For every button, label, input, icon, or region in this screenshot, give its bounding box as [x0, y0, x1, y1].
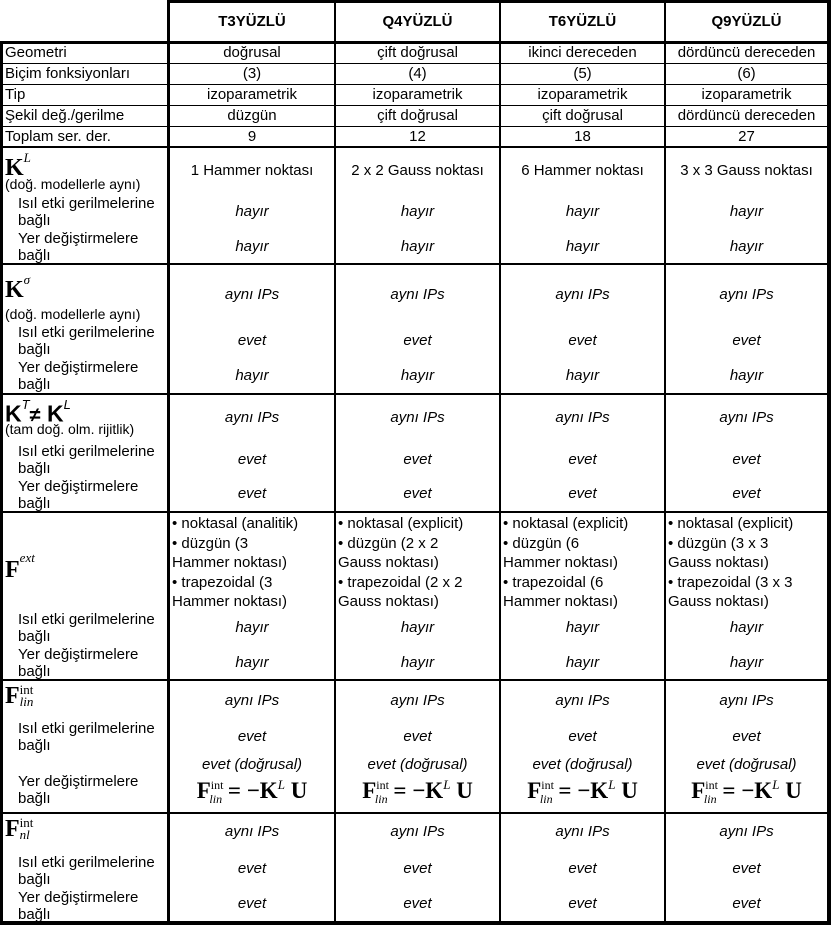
cell-q9: dördüncü dereceden: [677, 107, 816, 124]
thermal-q4: hayır: [400, 619, 435, 636]
cell-t6: izoparametrik: [537, 86, 628, 103]
kl-thermal-label: [18, 195, 155, 229]
kl-disp-label: [18, 230, 138, 264]
thermal-q4: evet: [403, 451, 432, 468]
formula-lhs-sub: lin: [209, 792, 223, 806]
row-label: Tip: [5, 86, 26, 103]
formula-rhs: U: [456, 778, 473, 803]
integration-t6: aynı IPs: [555, 692, 610, 709]
thermal-label-line1: Isıl etki gerilmelerine: [18, 854, 155, 871]
disp-q4: hayır: [400, 238, 435, 255]
thermal-label-line2: bağlı: [18, 341, 51, 358]
flin-thermal-label: [18, 720, 155, 754]
thermal-t3: hayır: [235, 619, 269, 636]
thermal-t6: evet: [568, 860, 597, 877]
fnl-symbol-sub: nl: [19, 827, 30, 842]
thermal-label-line2: bağlı: [18, 212, 51, 229]
disp-q9: evet: [732, 485, 761, 502]
thermal-q9: evet: [732, 860, 761, 877]
formula-rhs: U: [621, 778, 638, 803]
integration-q9: aynı IPs: [719, 692, 774, 709]
cell-q4: çift doğrusal: [377, 107, 458, 124]
flin-symbol-sup: int: [19, 682, 34, 697]
formula-lhs-sup: int: [541, 778, 554, 792]
kt-symbol-b: K: [46, 400, 64, 427]
thermal-label-line2: bağlı: [18, 628, 51, 645]
load-line-t3: Hammer noktası): [172, 554, 288, 571]
thermal-label-line1: Isıl etki gerilmelerine: [18, 195, 155, 212]
formula-eq: = −K: [227, 778, 278, 803]
formula-lhs: F: [527, 778, 542, 803]
thermal-t6: evet: [568, 332, 597, 349]
ksigma-symbol: [5, 272, 30, 302]
thermal-t3: hayır: [235, 203, 269, 220]
load-line-q9: Gauss noktası): [668, 554, 769, 571]
cell-q9: 27: [738, 128, 755, 145]
load-line-q9: • düzgün (3 x 3: [668, 534, 769, 552]
disp-q4: hayır: [400, 367, 435, 384]
cell-q4: izoparametrik: [372, 86, 463, 103]
ksigma-thermal-label: [18, 324, 155, 358]
cell-q9: izoparametrik: [701, 86, 792, 103]
load-line-t3: • noktasal (analitik): [172, 515, 299, 532]
fnl-symbol-base: F: [5, 816, 20, 842]
thermal-t6: hayır: [565, 203, 600, 220]
formula-lhs: F: [362, 778, 377, 803]
integration-q9: aynı IPs: [719, 823, 774, 840]
integration-t3: aynı IPs: [224, 286, 280, 303]
disp-label-line1: Yer değiştirmelere: [18, 646, 139, 663]
load-line-t6: • noktasal (explicit): [503, 515, 629, 532]
fext-disp-label: [18, 646, 138, 680]
integration-t3: 1 Hammer noktası: [190, 162, 314, 179]
formula-k-sup: L: [277, 777, 285, 792]
load-line-t6: • düzgün (6: [503, 534, 580, 552]
thermal-label-line1: Isıl etki gerilmelerine: [18, 611, 155, 628]
not-equal-sign: ≠: [29, 404, 41, 427]
fnl-disp-label: [18, 889, 138, 923]
cell-t3: düzgün: [227, 107, 277, 124]
kt-symbol-a: K: [5, 400, 22, 427]
formula-lhs-sup: int: [376, 778, 389, 792]
load-line-t6: • trapezoidal (6: [503, 573, 604, 591]
load-line-t6: Hammer noktası): [503, 593, 619, 610]
cell-t3: izoparametrik: [206, 86, 298, 103]
formula-k-sup: L: [608, 777, 616, 792]
thermal-t3: evet: [237, 860, 267, 877]
fnl-symbol: [5, 817, 33, 841]
disp-q9: hayır: [729, 367, 764, 384]
integration-t3: aynı IPs: [224, 409, 280, 426]
integration-q9: aynı IPs: [719, 286, 774, 303]
integration-q4: aynı IPs: [390, 692, 445, 709]
thermal-q9: evet: [732, 728, 761, 745]
load-line-q9: • trapezoidal (3 x 3: [668, 573, 793, 591]
cell-q4: (4): [408, 65, 427, 82]
formula-lhs-sup: int: [705, 778, 718, 792]
cell-q4: çift doğrusal: [377, 44, 458, 61]
formula-lhs-sup: int: [210, 778, 224, 792]
disp-t3: hayır: [235, 238, 269, 255]
fext-symbol: [5, 552, 35, 582]
row-label: Şekil değ./gerilme: [5, 107, 125, 124]
row-label: Toplam ser. der.: [5, 128, 111, 145]
disp-label-line2: bağlı: [18, 247, 51, 264]
disp-label-line2: bağlı: [18, 790, 51, 807]
cell-t6: (5): [573, 65, 592, 82]
formula-t6: [501, 778, 664, 807]
formula-q4: [336, 778, 499, 807]
disp-q4: hayır: [400, 654, 435, 671]
formula-t3: [170, 778, 334, 807]
integration-t3: aynı IPs: [224, 823, 280, 840]
disp-t3: evet (doğrusal): [201, 756, 303, 773]
load-line-q4: • noktasal (explicit): [338, 515, 464, 532]
thermal-t6: hayır: [565, 619, 600, 636]
formula-lhs-sub: lin: [374, 792, 388, 806]
kl-symbol-base: K: [5, 155, 24, 181]
thermal-q4: evet: [403, 332, 432, 349]
table-border: [168, 0, 828, 3]
cell-t3: (3): [242, 65, 262, 82]
disp-t6: evet: [568, 895, 597, 912]
kt-sup-a: T: [21, 397, 30, 412]
kt-thermal-label: [18, 443, 155, 477]
ksigma-symbol-base: K: [5, 277, 24, 303]
disp-label-line2: bağlı: [18, 663, 51, 680]
cell-q9: dördüncü dereceden: [677, 44, 816, 61]
formula-rhs: U: [785, 778, 802, 803]
ksigma-note: (doğ. modellerle aynı): [5, 306, 141, 322]
fext-thermal-label: [18, 611, 155, 645]
flin-symbol-base: F: [5, 683, 20, 709]
row-divider: [0, 393, 828, 395]
cell-t6: ikinci dereceden: [528, 44, 637, 61]
load-line-q4: • düzgün (2 x 2: [338, 534, 439, 552]
disp-label-line2: bağlı: [18, 906, 51, 923]
formula-rhs: U: [290, 778, 308, 803]
disp-t3: hayır: [235, 654, 269, 671]
thermal-label-line2: bağlı: [18, 871, 51, 888]
thermal-t6: evet: [568, 451, 597, 468]
thermal-label-line1: Isıl etki gerilmelerine: [18, 443, 155, 460]
column-header-t3: T3YÜZLÜ: [218, 13, 286, 30]
thermal-q9: hayır: [729, 203, 764, 220]
disp-label-line2: bağlı: [18, 376, 51, 393]
column-header-q9: Q9YÜZLÜ: [711, 13, 782, 30]
cell-q4: 12: [409, 128, 426, 145]
cell-t3: doğrusal: [223, 44, 281, 61]
ksigma-disp-label: [18, 359, 138, 393]
disp-q9: evet: [732, 895, 761, 912]
integration-q9: aynı IPs: [719, 409, 774, 426]
integration-q4: aynı IPs: [390, 823, 445, 840]
thermal-q9: evet: [732, 451, 761, 468]
cell-t6: çift doğrusal: [542, 107, 623, 124]
disp-t6: evet (doğrusal): [532, 756, 633, 773]
formula-k-sup: L: [443, 777, 451, 792]
formula-lhs: F: [196, 778, 211, 803]
row-label: Geometri: [5, 44, 67, 61]
cell-t6: 18: [574, 128, 591, 145]
disp-t6: hayır: [565, 654, 600, 671]
kt-disp-label: [18, 478, 138, 512]
column-header-t6: T6YÜZLÜ: [548, 13, 617, 30]
disp-q9: hayır: [729, 238, 764, 255]
kl-symbol-sup: L: [23, 150, 31, 165]
disp-q9: hayır: [729, 654, 764, 671]
disp-q4: evet: [403, 895, 432, 912]
load-line-t3: • trapezoidal (3: [172, 573, 273, 591]
formula-eq: = −K: [558, 778, 609, 803]
thermal-q4: evet: [403, 860, 432, 877]
disp-q9: evet (doğrusal): [696, 756, 797, 773]
integration-t3: aynı IPs: [224, 692, 280, 709]
disp-label-line2: bağlı: [18, 495, 51, 512]
ksigma-symbol-sup: σ: [23, 272, 31, 287]
load-line-t6: Hammer noktası): [503, 554, 619, 571]
cell-t3: 9: [247, 128, 257, 145]
disp-label-line1: Yer değiştirmelere: [18, 359, 139, 376]
disp-t3: evet: [237, 485, 267, 502]
integration-q4: aynı IPs: [390, 286, 445, 303]
thermal-t3: evet: [237, 728, 267, 745]
thermal-q9: evet: [732, 332, 761, 349]
formula-lhs-sub: lin: [703, 792, 717, 806]
row-label: Biçim fonksiyonları: [5, 65, 131, 82]
load-line-q9: Gauss noktası): [668, 593, 769, 610]
table-border: [827, 0, 831, 925]
integration-q4: aynı IPs: [390, 409, 445, 426]
formula-k-sup: L: [772, 777, 780, 792]
load-line-q4: • trapezoidal (2 x 2: [338, 573, 463, 591]
thermal-t3: evet: [237, 332, 267, 349]
load-line-t3: • düzgün (3: [172, 534, 249, 552]
disp-t6: hayır: [565, 238, 600, 255]
disp-q4: evet (doğrusal): [367, 756, 468, 773]
fnl-thermal-label: [18, 854, 155, 888]
formula-lhs-sub: lin: [539, 792, 553, 806]
fext-symbol-sup: ext: [19, 550, 35, 565]
integration-q9: 3 x 3 Gauss noktası: [680, 162, 813, 179]
cell-q9: (6): [737, 65, 756, 82]
column-header-q4: Q4YÜZLÜ: [382, 13, 453, 30]
thermal-label-line2: bağlı: [18, 737, 51, 754]
integration-t6: 6 Hammer noktası: [521, 162, 644, 179]
flin-disp-label: [18, 773, 138, 807]
disp-label-line1: Yer değiştirmelere: [18, 230, 139, 247]
formula-q9: [666, 778, 827, 807]
kt-note: (tam doğ. olm. rijitlik): [5, 421, 135, 437]
disp-label-line1: Yer değiştirmelere: [18, 773, 139, 790]
disp-label-line1: Yer değiştirmelere: [18, 889, 139, 906]
kt-sup-b: L: [63, 397, 71, 412]
integration-t6: aynı IPs: [555, 823, 610, 840]
disp-t6: evet: [568, 485, 597, 502]
thermal-label-line1: Isıl etki gerilmelerine: [18, 324, 155, 341]
integration-q4: 2 x 2 Gauss noktası: [351, 162, 484, 179]
disp-t6: hayır: [565, 367, 600, 384]
integration-t6: aynı IPs: [555, 286, 610, 303]
thermal-q4: evet: [403, 728, 432, 745]
load-line-q9: • noktasal (explicit): [668, 515, 794, 532]
formula-lhs: F: [691, 778, 706, 803]
table-border: [0, 41, 3, 925]
fext-symbol-base: F: [5, 557, 20, 583]
thermal-t6: evet: [568, 728, 597, 745]
load-line-t3: Hammer noktası): [172, 593, 288, 610]
thermal-q9: hayır: [729, 619, 764, 636]
disp-t3: evet: [237, 895, 267, 912]
thermal-label-line1: Isıl etki gerilmelerine: [18, 720, 155, 737]
disp-t3: hayır: [235, 367, 269, 384]
kl-note: (doğ. modellerle aynı): [5, 176, 141, 192]
formula-eq: = −K: [393, 778, 444, 803]
thermal-q4: hayır: [400, 203, 435, 220]
integration-t6: aynı IPs: [555, 409, 610, 426]
load-line-q4: Gauss noktası): [338, 593, 439, 610]
load-line-q4: Gauss noktası): [338, 554, 439, 571]
disp-q4: evet: [403, 485, 432, 502]
fnl-symbol-sup: int: [19, 815, 34, 830]
flin-symbol-sub: lin: [19, 694, 34, 709]
disp-label-line1: Yer değiştirmelere: [18, 478, 139, 495]
formula-eq: = −K: [722, 778, 773, 803]
thermal-t3: evet: [237, 451, 267, 468]
thermal-label-line2: bağlı: [18, 460, 51, 477]
row-divider: [0, 812, 828, 814]
flin-symbol: [5, 684, 33, 708]
